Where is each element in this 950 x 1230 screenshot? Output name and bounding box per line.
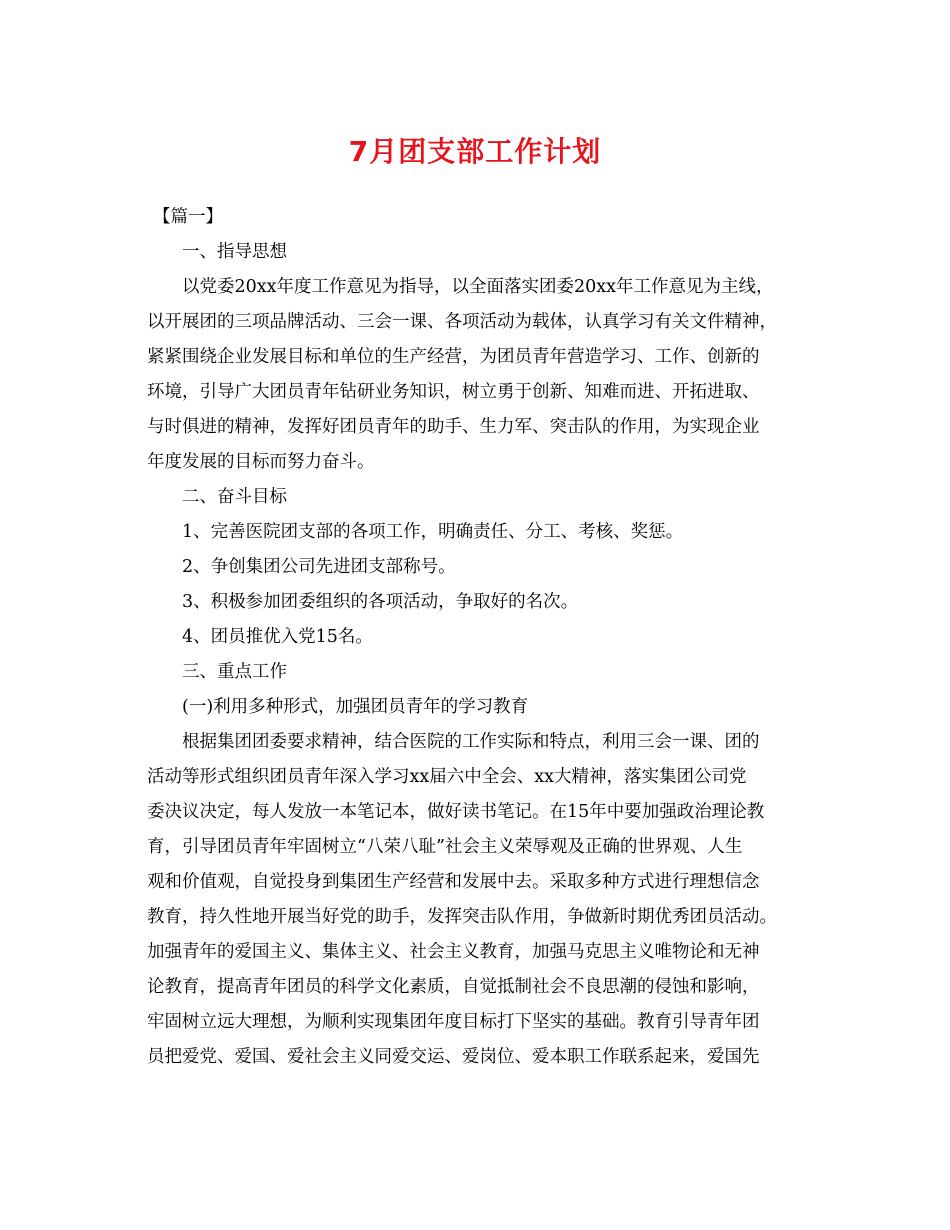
text-line: 委决议决定，每人发放一本笔记本，做好读书笔记。在15年中要加强政治理论教: [147, 802, 765, 822]
document-body: [147, 200, 812, 1075]
text-line: 4、团员推优入党15名。: [182, 627, 373, 647]
text-line: 年度发展的目标而努力奋斗。: [147, 452, 375, 472]
text-line: 3、积极参加团委组织的各项活动，争取好的名次。: [182, 592, 579, 612]
text-line: 牢固树立远大理想，为顺利实现集团年度目标打下坚实的基础。教育引导青年团: [147, 1012, 760, 1032]
text-line: 活动等形式组织团员青年深入学习xx届六中全会、xx大精神，落实集团公司党: [147, 767, 747, 787]
text-line: 环境，引导广大团员青年钻研业务知识，树立勇于创新、知难而进、开拓进取、: [147, 382, 760, 402]
text-line: 以开展团的三项品牌活动、三会一课、各项活动为载体，认真学习有关文件精神，: [147, 312, 777, 332]
text-line: 2、争创集团公司先进团支部称号。: [182, 557, 456, 577]
text-line: 一、指导思想: [182, 242, 287, 262]
text-line: 员把爱党、爱国、爱社会主义同爱交运、爱岗位、爱本职工作联系起来，爱国先: [147, 1047, 760, 1067]
text-line: 紧紧围绕企业发展目标和单位的生产经营，为团员青年营造学习、工作、创新的: [147, 347, 760, 367]
text-line: (一)利用多种形式，加强团员青年的学习教育: [182, 697, 529, 717]
text-line: 与时俱进的精神，发挥好团员青年的助手、生力军、突击队的作用，为实现企业: [147, 417, 760, 437]
text-line: 教育，持久性地开展当好党的助手，发挥突击队作用，争做新时期优秀团员活动。: [147, 907, 777, 927]
text-line: 三、重点工作: [182, 662, 287, 682]
text-line: 育，引导团员青年牢固树立“八荣八耻”社会主义荣辱观及正确的世界观、人生: [147, 837, 743, 857]
text-line: 以党委20xx年度工作意见为指导，以全面落实团委20xx年工作意见为主线，: [182, 277, 774, 297]
text-line: 加强青年的爱国主义、集体主义、社会主义教育，加强马克思主义唯物论和无神: [147, 942, 760, 962]
text-line: 观和价值观，自觉投身到集团生产经营和发展中去。采取多种方式进行理想信念: [147, 872, 760, 892]
document-title: 7月团支部工作计划: [348, 135, 602, 168]
text-line: 二、奋斗目标: [182, 487, 287, 507]
text-line: 1、完善医院团支部的各项工作，明确责任、分工、考核、奖惩。: [182, 522, 684, 542]
text-line: 论教育，提高青年团员的科学文化素质，自觉抵制社会不良思潮的侵蚀和影响，: [147, 977, 760, 997]
text-line: 【篇一】: [153, 207, 223, 227]
text-line: 根据集团团委要求精神，结合医院的工作实际和特点，利用三会一课、团的: [182, 732, 760, 752]
